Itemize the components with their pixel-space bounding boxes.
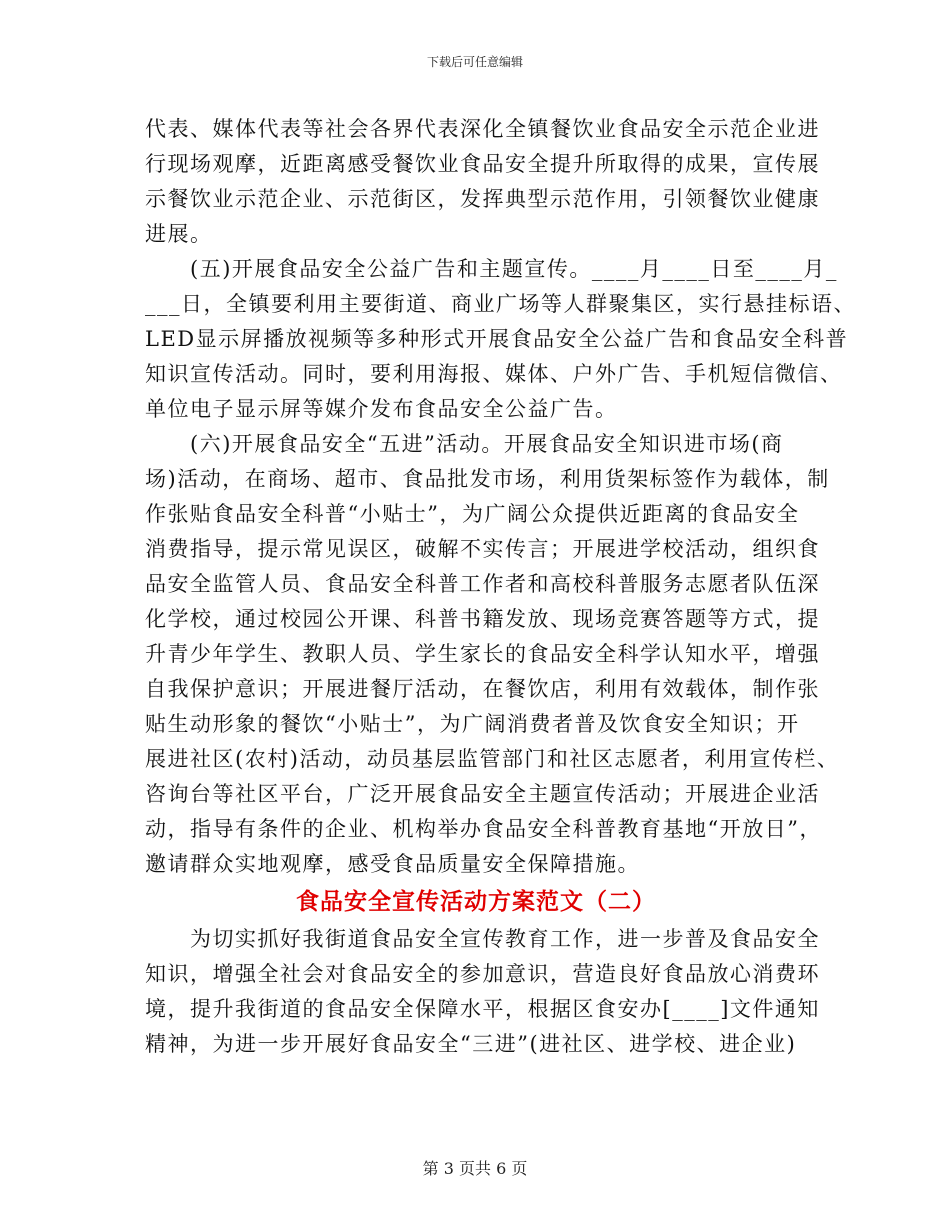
paragraph-line: 邀请群众实地观摩，感受食品质量安全保障措施。 <box>145 852 640 876</box>
paragraph-line: 进展。 <box>145 222 213 246</box>
paragraph-line: LED显示屏播放视频等多种形式开展食品安全公益广告和食品安全科普 <box>145 327 849 351</box>
paragraph-line: 知识，增强全社会对食品安全的参加意识，营造良好食品放心消费环 <box>145 962 820 986</box>
paragraph-line: 化学校，通过校园公开课、科普书籍发放、现场竞赛答题等方式，提 <box>145 607 820 631</box>
paragraph-line: (五)开展食品安全公益广告和主题宣传。____月____日至____月_ <box>145 257 838 281</box>
paragraph-line: 境，提升我街道的食品安全保障水平，根据区食安办[____]文件通知 <box>145 997 820 1021</box>
paragraph-line: 消费指导，提示常见误区，破解不实传言；开展进学校活动，组织食 <box>145 537 820 561</box>
paragraph-line: 场)活动，在商场、超市、食品批发市场，利用货架标签作为载体，制 <box>145 467 830 491</box>
page-footer: 第 3 页共 6 页 <box>422 1159 528 1178</box>
paragraph-line: 代表、媒体代表等社会各界代表深化全镇餐饮业食品安全示范企业进 <box>145 117 820 141</box>
section-title: 食品安全宣传活动方案范文（二） <box>296 888 656 915</box>
page-header: 下载后可任意编辑 <box>426 55 523 69</box>
paragraph-line: 动，指导有条件的企业、机构举办食品安全科普教育基地“开放日”， <box>145 817 822 841</box>
paragraph-line: 为切实抓好我街道食品安全宣传教育工作，进一步普及食品安全 <box>145 927 820 951</box>
paragraph-line: 自我保护意识；开展进餐厅活动，在餐饮店，利用有效载体，制作张 <box>145 677 820 701</box>
paragraph-line: 知识宣传活动。同时，要利用海报、媒体、户外广告、手机短信微信、 <box>145 362 843 386</box>
paragraph-line: 咨询台等社区平台，广泛开展食品安全主题宣传活动；开展进企业活 <box>145 782 820 806</box>
paragraph-line: 单位电子显示屏等媒介发布食品安全公益广告。 <box>145 397 618 421</box>
paragraph-line: 贴生动形象的餐饮“小贴士”，为广阔消费者普及饮食安全知识；开 <box>145 712 800 736</box>
paragraph-line: 示餐饮业示范企业、示范街区，发挥典型示范作用，引领餐饮业健康 <box>145 187 820 211</box>
paragraph-line: ___日，全镇要利用主要街道、商业广场等人群聚集区，实行悬挂标语、 <box>145 292 856 316</box>
document-body <box>145 112 856 1062</box>
paragraph-line: 品安全监管人员、食品安全科普工作者和高校科普服务志愿者队伍深 <box>145 572 820 596</box>
paragraph-line: 精神，为进一步开展好食品安全“三进”(进社区、进学校、进企业) <box>145 1032 797 1056</box>
paragraph-line: 行现场观摩，近距离感受餐饮业食品安全提升所取得的成果，宣传展 <box>145 152 820 176</box>
paragraph-line: 作张贴食品安全科普“小贴士”，为广阔公众提供近距离的食品安全 <box>145 502 800 526</box>
paragraph-line: 展进社区(农村)活动，动员基层监管部门和社区志愿者，利用宣传栏、 <box>145 747 840 771</box>
paragraph-line: (六)开展食品安全“五进”活动。开展食品安全知识进市场(商 <box>145 432 784 456</box>
paragraph-line: 升青少年学生、教职人员、学生家长的食品安全科学认知水平，增强 <box>145 642 820 666</box>
